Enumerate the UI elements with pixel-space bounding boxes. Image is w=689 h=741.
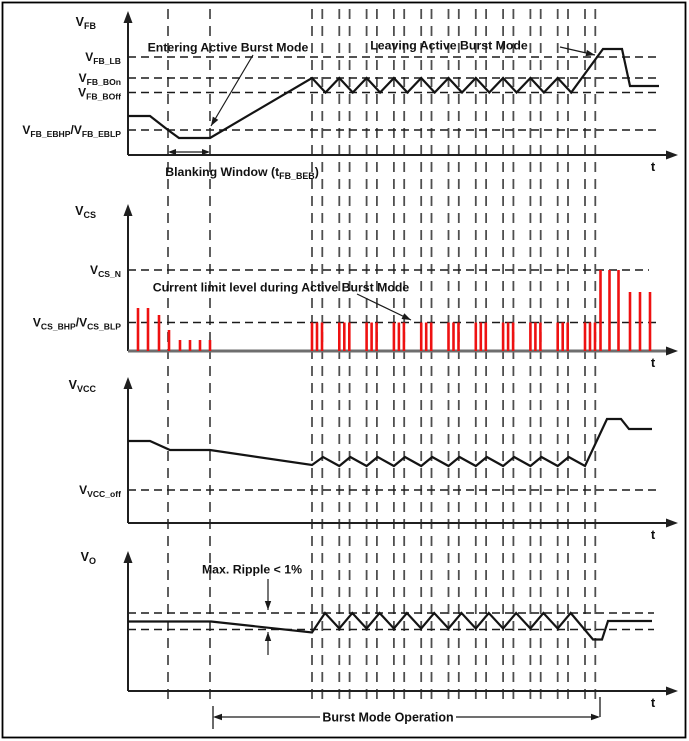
vvcc-level-label-0: $V_{VCC\_off}$ [79, 483, 121, 499]
vcs-axis-title: $V_{CS}$ [75, 204, 96, 220]
vfb-axis-title: $V_{FB}$ [75, 15, 96, 31]
vfb-time-label: t [650, 159, 656, 174]
vfb-level-label-0: $V_{FB\_LB}$ [85, 50, 121, 66]
vfb-level-label-3: $V_{FB\_EBHP}/V_{FB\_EBLP}$ [22, 123, 121, 139]
vcs-time-label: t [650, 355, 656, 370]
max-ripple-label: Max. Ripple < 1% [201, 562, 303, 577]
leaving-burst-label: Leaving Active Burst Mode [370, 38, 528, 53]
vo-time-label: t [650, 695, 656, 710]
blanking-window-label: Blanking Window $(t_{FB\_BEB})$ [165, 165, 319, 181]
burst-op-label: Burst Mode Operation [322, 710, 454, 725]
vfb-level-label-2: $V_{FB\_BOff}$ [78, 85, 121, 102]
current-limit-label: Current limit level during Active Burst Mode [152, 280, 410, 295]
vo-axis-title: $V_O$ [80, 550, 96, 566]
vvcc-time-label: t [650, 527, 656, 542]
vcs-level-label-0: $V_{CS\_N}$ [90, 263, 121, 279]
vvcc-axis-title: $V_{VCC}$ [68, 378, 96, 394]
entering-burst-label: Entering Active Burst Mode [147, 40, 309, 55]
vfb-level-label-1: $V_{FB\_BOn}$ [78, 71, 121, 87]
vcs-level-label-1: $V_{CS\_BHP}/V_{CS\_BLP}$ [32, 315, 121, 332]
